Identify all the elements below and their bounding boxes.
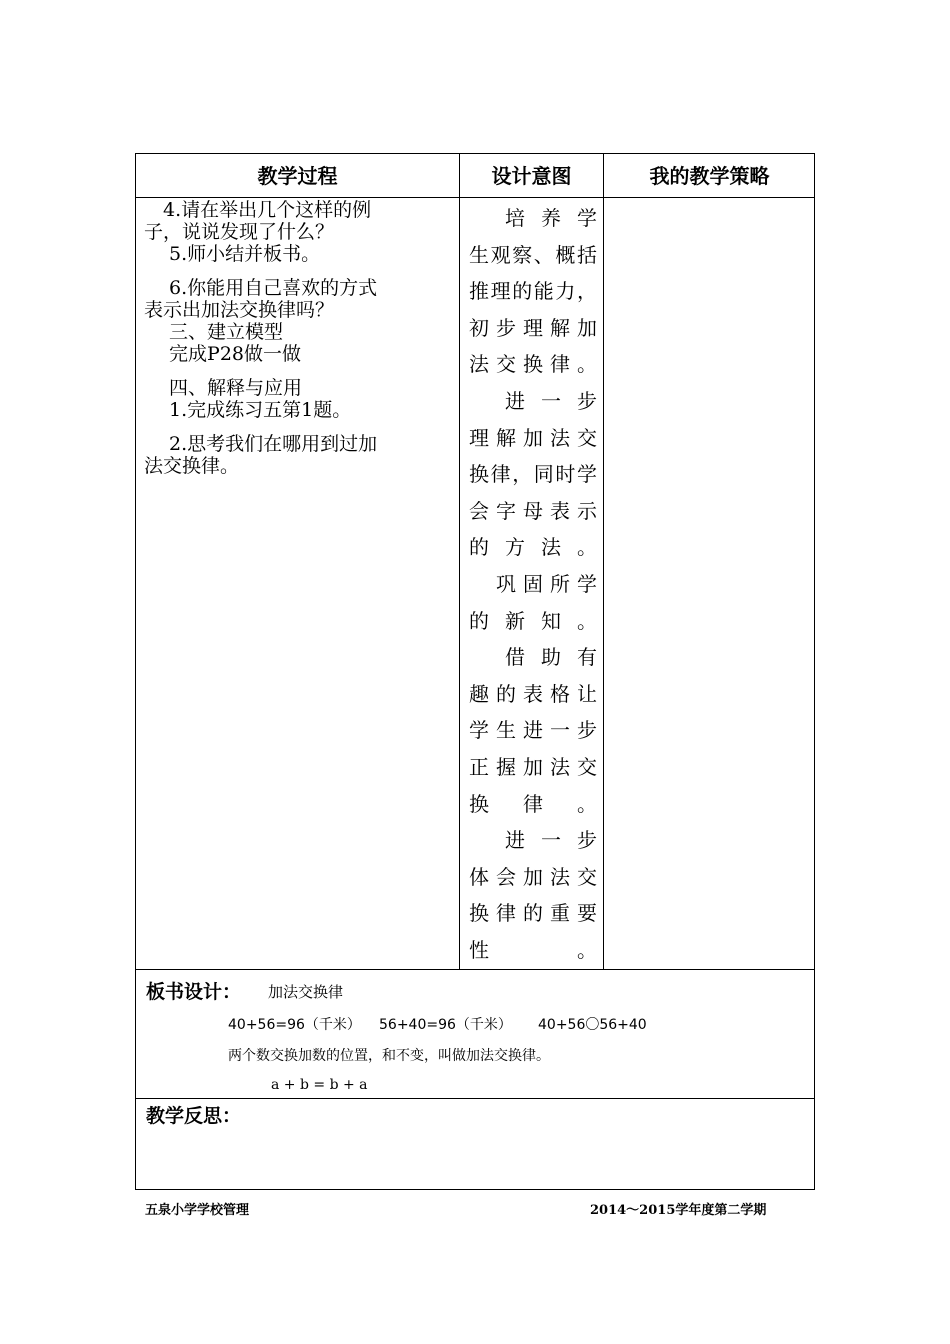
design-line: 的新知。	[469, 608, 597, 633]
design-line: 进一步	[469, 828, 597, 853]
process-line	[144, 421, 454, 433]
process-line: 三、建立模型	[144, 321, 284, 343]
header-teaching-strategy: 我的教学策略	[649, 164, 770, 188]
board-heading: 加法交换律	[268, 983, 344, 1001]
process-line: 完成P28做一做	[144, 343, 302, 365]
header-teaching-process: 教学过程	[257, 164, 338, 188]
board-equation-2: 56+40=96（千米）	[379, 1017, 512, 1033]
design-intent-content	[469, 200, 597, 968]
design-line: 生观察、概括	[469, 242, 597, 267]
design-line: 借助有	[469, 645, 597, 670]
process-line	[144, 265, 454, 277]
lesson-plan-table	[135, 153, 815, 1190]
design-line: 学生进一步	[469, 718, 597, 743]
design-line: 理解加法交	[469, 425, 597, 450]
board-divider	[136, 1098, 814, 1099]
design-line: 性。	[469, 937, 597, 962]
process-line: 子，说说发现了什么？	[144, 221, 335, 243]
teaching-process-content	[144, 199, 454, 477]
footer-term: 2014～2015学年度第二学期	[590, 1203, 767, 1218]
design-line: 换律的重要	[469, 901, 597, 926]
process-line: 5.师小结并板书。	[144, 243, 321, 265]
design-line: 培养学	[469, 206, 597, 230]
design-line: 进一步	[469, 388, 597, 413]
board-formula: a + b = b + a	[271, 1077, 368, 1093]
process-line: 1.完成练习五第1题。	[144, 399, 352, 421]
board-equation-1: 40+56=96（千米）	[228, 1017, 361, 1033]
reflection-title: 教学反思：	[146, 1105, 242, 1127]
column-divider-1	[459, 154, 460, 970]
design-line: 的方法。	[469, 535, 597, 560]
design-line: 巩固所学	[469, 571, 597, 596]
design-line: 体会加法交	[469, 864, 597, 889]
process-line	[144, 365, 454, 377]
body-divider	[136, 969, 814, 970]
process-line: 法交换律。	[144, 455, 240, 477]
design-line: 换律。	[469, 791, 597, 816]
process-line: 表示出加法交换律吗？	[144, 299, 335, 321]
process-line: 6.你能用自己喜欢的方式	[144, 277, 378, 299]
design-line: 初步理解加	[469, 315, 597, 340]
column-divider-2	[603, 154, 604, 970]
process-line: 4.请在举出几个这样的例	[144, 199, 372, 221]
design-line: 推理的能力，	[469, 279, 597, 304]
board-design-title: 板书设计：	[146, 981, 242, 1003]
process-line: 四、解释与应用	[144, 377, 303, 399]
design-line: 会字母表示	[469, 498, 597, 523]
design-line: 法交换律。	[469, 352, 597, 377]
footer-school: 五泉小学学校管理	[145, 1203, 250, 1218]
board-equation-3: 40+56〇56+40	[538, 1017, 647, 1033]
board-rule: 两个数交换加数的位置，和不变，叫做加法交换律。	[228, 1048, 550, 1064]
design-line: 正握加法交	[469, 754, 597, 779]
header-design-intent: 设计意图	[491, 164, 572, 188]
design-line: 趣的表格让	[469, 681, 597, 706]
design-line: 换律，同时学	[469, 462, 597, 487]
process-line: 2.思考我们在哪用到过加	[144, 433, 378, 455]
